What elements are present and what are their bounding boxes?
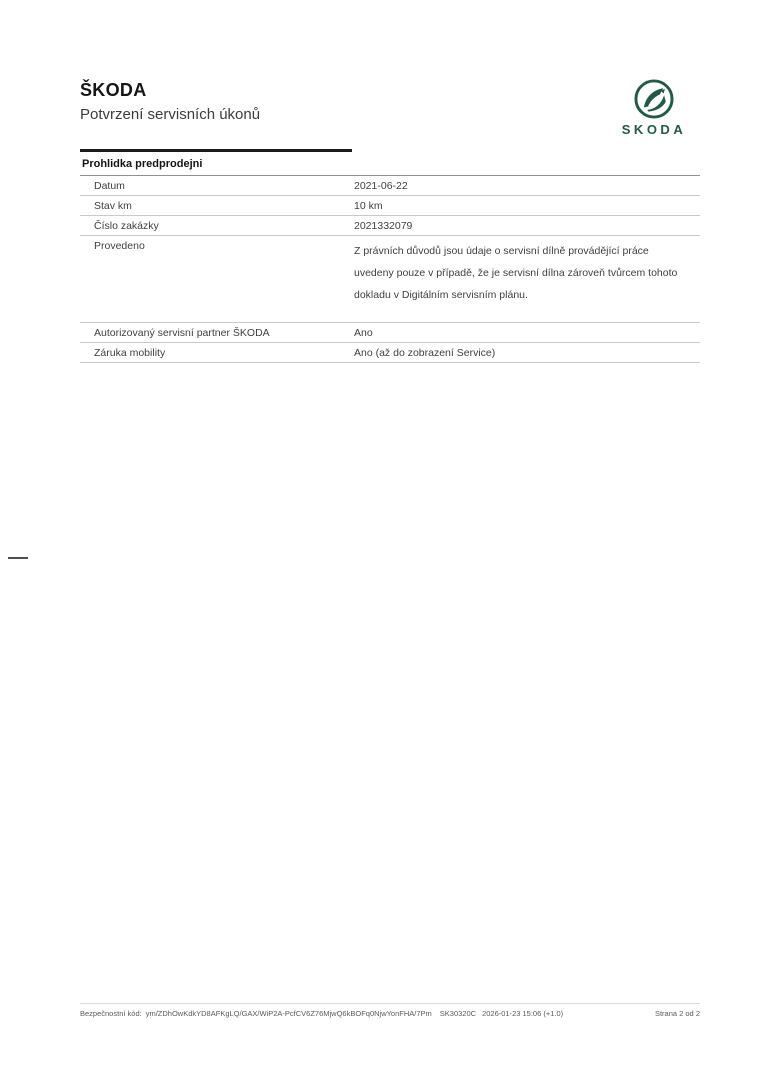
row-value: Ano (až do zobrazení Service) bbox=[354, 347, 496, 359]
service-table bbox=[80, 149, 700, 363]
footer-timestamp: 2026-01-23 15:06 (+1.0) bbox=[482, 1009, 564, 1018]
security-code-value: ym/ZDhOwKdkYD8AFKgLQ/GAX/WiP2A-PcfCV6Z76MjwQ6kBOFq0NjwYonFHA/7Pm bbox=[145, 1009, 432, 1018]
row-label: Číslo zakázky bbox=[94, 220, 159, 232]
page-number: Strana 2 od 2 bbox=[654, 1009, 700, 1018]
document-header bbox=[80, 80, 260, 123]
document-code: SK30320C bbox=[439, 1009, 477, 1018]
row-value: Ano bbox=[354, 327, 373, 339]
skoda-winged-arrow-icon bbox=[633, 78, 675, 120]
row-value: 2021-06-22 bbox=[354, 180, 408, 192]
skoda-logo-wordmark: SKODA bbox=[621, 122, 687, 137]
row-label: Datum bbox=[94, 180, 125, 192]
row-value: 10 km bbox=[354, 200, 383, 212]
table-row-stav-km bbox=[80, 196, 700, 216]
table-row-provedeno bbox=[80, 236, 700, 323]
document-footer bbox=[80, 1003, 700, 1018]
table-row-cislo-zakazky bbox=[80, 216, 700, 236]
skoda-logo bbox=[610, 78, 698, 137]
table-row-datum bbox=[80, 176, 700, 196]
row-label: Záruka mobility bbox=[94, 347, 166, 359]
row-label: Autorizovaný servisní partner ŠKODA bbox=[94, 327, 270, 339]
table-row-autorizovany-partner bbox=[80, 323, 700, 343]
table-row-zaruka-mobility bbox=[80, 343, 700, 363]
table-title: Prohlidka predprodejni bbox=[80, 152, 700, 176]
brand-title: ŠKODA bbox=[80, 80, 147, 100]
fold-mark bbox=[8, 557, 28, 559]
document-subtitle: Potvrzení servisních úkonů bbox=[80, 106, 261, 123]
security-code-label: Bezpečnostní kód: bbox=[80, 1009, 142, 1018]
row-label: Provedeno bbox=[94, 240, 145, 252]
row-value: 2021332079 bbox=[354, 220, 413, 232]
row-value: Z právních důvodů jsou údaje o servisní dílně provádějící práce uvedeny pouze v případě, že je servisní dílna zároveň tvůrcem tohoto dokladu v Digitálním servisním plánu. bbox=[354, 245, 678, 301]
footer-security-info bbox=[80, 1009, 567, 1018]
row-label: Stav km bbox=[94, 200, 132, 212]
